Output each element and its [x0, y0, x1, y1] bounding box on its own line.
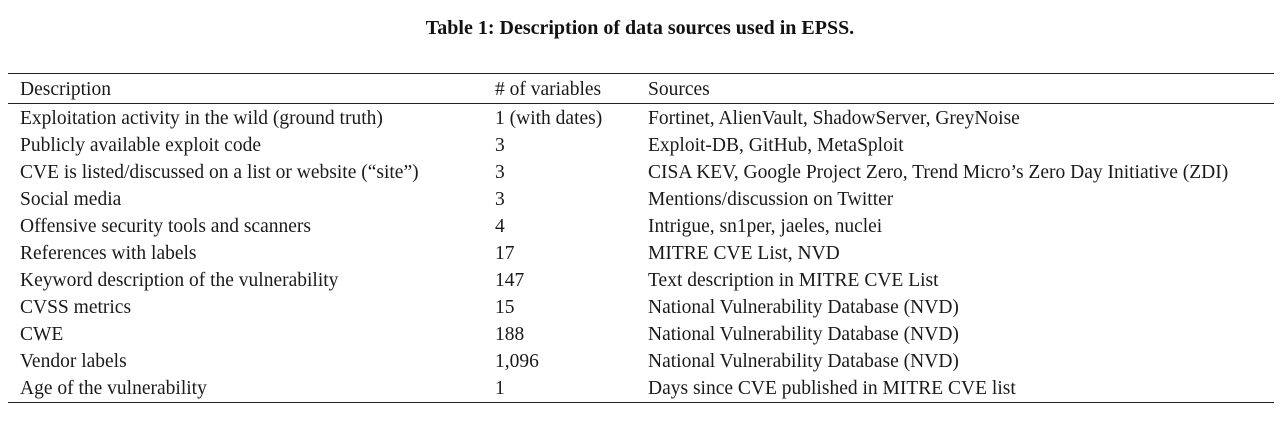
cell-num-variables: 3: [495, 135, 505, 156]
cell-sources: Text description in MITRE CVE List: [648, 270, 939, 291]
cell-sources: National Vulnerability Database (NVD): [648, 324, 959, 345]
table-body: [8, 104, 1274, 402]
cell-description: CVSS metrics: [20, 297, 132, 318]
cell-description: CVE is listed/discussed on a list or website (“site”): [20, 162, 419, 183]
header-num-variables: # of variables: [495, 79, 602, 100]
table-caption: Table 1: Description of data sources used in EPSS.: [425, 17, 855, 39]
table-bottom-rule: [8, 402, 1274, 403]
cell-description: Offensive security tools and scanners: [20, 216, 311, 237]
table-row: [8, 213, 1274, 240]
cell-description: Social media: [20, 189, 122, 210]
table-row: [8, 348, 1274, 375]
table-row: [8, 240, 1274, 267]
cell-description: Age of the vulnerability: [20, 378, 207, 399]
cell-description: CWE: [20, 324, 64, 345]
table-body-table: [8, 104, 1274, 402]
table-row: [8, 186, 1274, 213]
cell-sources: Fortinet, AlienVault, ShadowServer, GreyNoise: [648, 108, 1020, 129]
cell-sources: National Vulnerability Database (NVD): [648, 297, 959, 318]
cell-num-variables: 188: [495, 324, 525, 345]
cell-description: Keyword description of the vulnerability: [20, 270, 339, 291]
cell-sources: Exploit-DB, GitHub, MetaSploit: [648, 135, 904, 156]
table-row: [8, 159, 1274, 186]
cell-sources: National Vulnerability Database (NVD): [648, 351, 959, 372]
cell-description: References with labels: [20, 243, 197, 264]
cell-sources: CISA KEV, Google Project Zero, Trend Micro’s Zero Day Initiative (ZDI): [648, 162, 1229, 183]
cell-sources: Mentions/discussion on Twitter: [648, 189, 894, 210]
header-sources: Sources: [648, 79, 710, 100]
table-row: [8, 375, 1274, 402]
table-row: [8, 104, 1274, 132]
cell-num-variables: 15: [495, 297, 515, 318]
cell-num-variables: 3: [495, 162, 505, 183]
cell-description: Vendor labels: [20, 351, 127, 372]
table-row: [8, 294, 1274, 321]
cell-sources: Days since CVE published in MITRE CVE list: [648, 378, 1016, 399]
header-row: [8, 74, 1274, 103]
cell-num-variables: 1: [495, 378, 505, 399]
cell-num-variables: 3: [495, 189, 505, 210]
table: [8, 74, 1274, 103]
header-description: Description: [20, 79, 111, 100]
cell-description: Exploitation activity in the wild (ground truth): [20, 108, 383, 129]
table-row: [8, 321, 1274, 348]
table-row: [8, 267, 1274, 294]
cell-num-variables: 147: [495, 270, 525, 291]
cell-num-variables: 4: [495, 216, 505, 237]
cell-num-variables: 1 (with dates): [495, 108, 603, 129]
cell-description: Publicly available exploit code: [20, 135, 261, 156]
table-header: [8, 74, 1274, 103]
cell-sources: MITRE CVE List, NVD: [648, 243, 840, 264]
cell-num-variables: 1,096: [495, 351, 539, 372]
table-row: [8, 132, 1274, 159]
cell-sources: Intrigue, sn1per, jaeles, nuclei: [648, 216, 883, 237]
cell-num-variables: 17: [495, 243, 515, 264]
data-sources-table: [8, 73, 1274, 403]
